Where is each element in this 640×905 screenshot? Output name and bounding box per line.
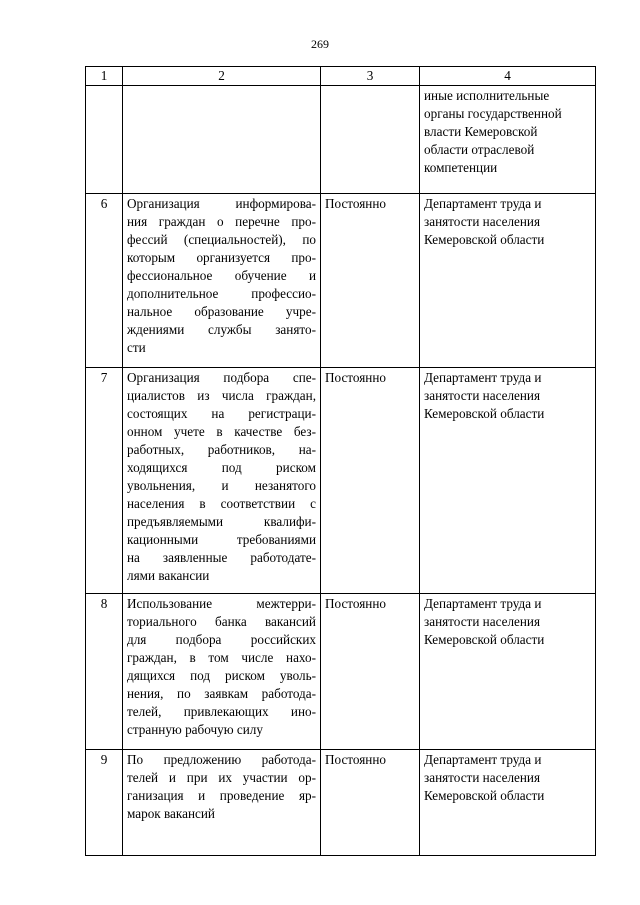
description-line: ганизация и проведение яр- — [127, 788, 316, 803]
cell-executor — [420, 368, 596, 594]
executor-line: занятости населения — [424, 214, 541, 229]
table-header-row — [86, 67, 596, 86]
executor-line: Кемеровской области — [424, 232, 545, 247]
description-line: фессиональное обучение и — [127, 268, 316, 283]
description-line: сти — [127, 340, 146, 355]
cell-num: 9 — [86, 750, 123, 856]
description-line: кационными требованиями — [127, 532, 316, 547]
cell-term: Постоянно — [321, 368, 420, 594]
description-line: ждениями службы занято- — [127, 322, 316, 337]
description-line: По предложению работода- — [127, 752, 316, 767]
executor-line: занятости населения — [424, 614, 541, 629]
executor-line: Департамент труда и — [424, 752, 542, 767]
executor-line: Департамент труда и — [424, 370, 542, 385]
cell-executor — [420, 86, 596, 194]
description-line: телей, привлекающих ино- — [127, 704, 316, 719]
cell-description — [123, 750, 321, 856]
description-line: дополнительное профессио- — [127, 286, 316, 301]
cell-executor — [420, 594, 596, 750]
description-line: фессий (специальностей), по — [127, 232, 316, 247]
table-row — [86, 750, 596, 856]
executor-line: Департамент труда и — [424, 596, 542, 611]
column-header: 3 — [321, 67, 420, 86]
description-line: работных, работников, на- — [127, 442, 316, 457]
cell-term: Постоянно — [321, 750, 420, 856]
executor-line: Кемеровской области — [424, 632, 545, 647]
description-line: для подбора российских — [127, 632, 316, 647]
description-line: лями вакансии — [127, 568, 210, 583]
description-line: циалистов из числа граждан, — [127, 388, 316, 403]
description-line: нальное образование учре- — [127, 304, 316, 319]
description-line: Организация подбора спе- — [127, 370, 316, 385]
cell-description — [123, 594, 321, 750]
executor-line: области отраслевой — [424, 142, 535, 157]
description-line: увольнения, и незанятого — [127, 478, 316, 493]
cell-num — [86, 86, 123, 194]
executor-line: иные исполнительные — [424, 88, 550, 103]
cell-executor — [420, 194, 596, 368]
cell-term: Постоянно — [321, 594, 420, 750]
cell-description — [123, 194, 321, 368]
column-header: 2 — [123, 67, 321, 86]
description-line: нения, по заявкам работода- — [127, 686, 316, 701]
cell-description — [123, 368, 321, 594]
cell-num: 7 — [86, 368, 123, 594]
description-line: странную рабочую силу — [127, 722, 263, 737]
table-row — [86, 194, 596, 368]
description-line: марок вакансий — [127, 806, 215, 821]
cell-description — [123, 86, 321, 194]
cell-num: 6 — [86, 194, 123, 368]
executor-line: компетенции — [424, 160, 498, 175]
cell-num: 8 — [86, 594, 123, 750]
description-line: населения в соответствии с — [127, 496, 316, 511]
executor-line: власти Кемеровской — [424, 124, 538, 139]
executor-line: Департамент труда и — [424, 196, 542, 211]
activities-table — [85, 66, 596, 856]
table-row — [86, 368, 596, 594]
description-line: предъявляемыми квалифи- — [127, 514, 316, 529]
description-line: ториального банка вакансий — [127, 614, 316, 629]
description-line: граждан, в том числе нахо- — [127, 650, 316, 665]
column-header: 4 — [420, 67, 596, 86]
description-line: Использование межтерри- — [127, 596, 316, 611]
table-row — [86, 594, 596, 750]
table-row-continuation — [86, 86, 596, 194]
description-line: ния граждан о перечне про- — [127, 214, 316, 229]
executor-line: занятости населения — [424, 770, 541, 785]
description-line: телей и при их участии ор- — [127, 770, 316, 785]
description-line: на заявленные работодате- — [127, 550, 316, 565]
description-line: онном учете в качестве без- — [127, 424, 316, 439]
description-line: Организация информирова- — [127, 196, 316, 211]
description-line: ходящихся под риском — [127, 460, 316, 475]
cell-executor — [420, 750, 596, 856]
cell-term: Постоянно — [321, 194, 420, 368]
column-header: 1 — [86, 67, 123, 86]
cell-term — [321, 86, 420, 194]
description-line: которым организуется про- — [127, 250, 316, 265]
description-line: состоящих на регистраци- — [127, 406, 316, 421]
description-line: дящихся под риском уволь- — [127, 668, 316, 683]
executor-line: Кемеровской области — [424, 406, 545, 421]
page-number: 269 — [311, 37, 329, 51]
executor-line: Кемеровской области — [424, 788, 545, 803]
executor-line: занятости населения — [424, 388, 541, 403]
executor-line: органы государственной — [424, 106, 562, 121]
